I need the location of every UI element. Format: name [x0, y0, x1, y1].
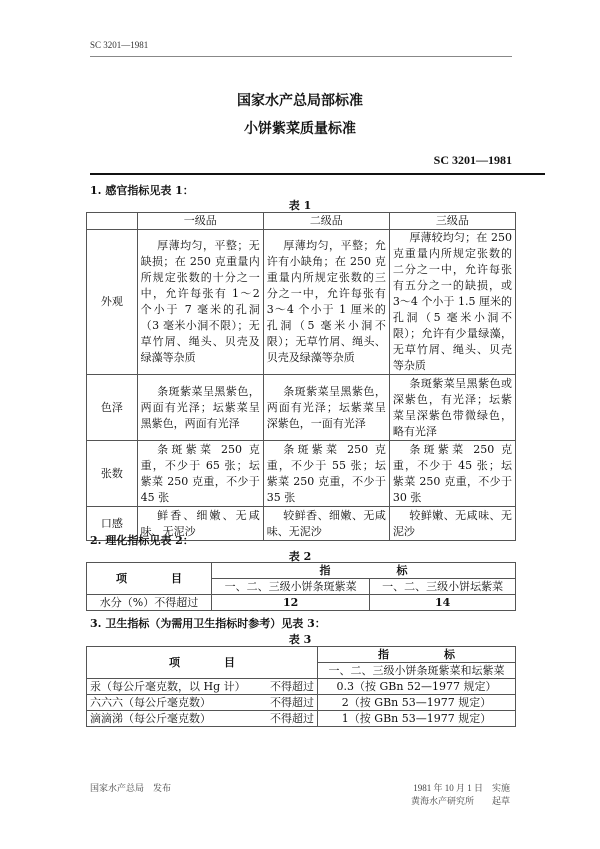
row-label: 外观	[87, 230, 138, 375]
table-cell: 厚薄较均匀；在 250 克重量内所规定张数的二分之一中，允许每张有五分之一的缺损，或 3～4 个小于 1.5 厘米的孔洞（5 毫米小洞不限）；允许有少量绿藻，无草竹屑、绳头、贝壳等杂质	[389, 230, 515, 375]
table-cell: 条斑紫菜 250 克重，不少于 45 张；坛紫菜 250 克重，不少于 30 张	[389, 441, 515, 507]
table-cell: 较鲜嫩、无咸味、无泥沙	[389, 507, 515, 541]
table-cell: 厚薄均匀，平整；无缺损；在 250 克重量内所规定张数的十分之一中，允许每张有 1～2 个小于 7 毫米的孔洞（3 毫米小洞不限）；无草竹屑、绳头、贝壳及绿藻等杂质	[137, 230, 263, 375]
title-rule	[90, 173, 545, 175]
row-label: 六六六（每公斤毫克数）	[90, 696, 211, 709]
limit-label: 不得超过	[270, 680, 314, 693]
index-header: 指 标	[318, 647, 516, 663]
column-header: 二级品	[263, 213, 389, 230]
limit-label: 不得超过	[270, 712, 314, 725]
table-row	[87, 695, 516, 711]
hygiene-table	[86, 646, 516, 727]
section-1-heading: 1. 感官指标见表 1：	[90, 184, 194, 197]
column-header: 三级品	[389, 213, 515, 230]
table-cell: 2（按 GBn 53—1977 规定）	[318, 695, 516, 711]
table3-caption: 表 3	[288, 633, 312, 646]
table-cell: 1（按 GBn 53—1977 规定）	[318, 711, 516, 727]
row-label: 滴滴涕（每公斤毫克数）	[90, 712, 211, 725]
table-cell: 厚薄均匀，平整；允许有小缺角；在 250 克重量内所规定张数的三分之一中，允许每张有 3～4 个小于 1 厘米的孔洞（5 毫米小洞不限）；无草竹屑、绳头、贝壳及绿藻等杂质	[263, 230, 389, 375]
sensory-table	[86, 212, 516, 541]
table-cell: 12	[212, 595, 370, 611]
table-row	[87, 711, 516, 727]
table-row	[87, 375, 516, 441]
row-label: 张数	[87, 441, 138, 507]
limit-label: 不得超过	[270, 696, 314, 709]
physicochemical-table	[86, 562, 516, 611]
standard-code: SC 3201—1981	[433, 153, 512, 167]
table-cell: 条斑紫菜 250 克重，不少于 65 张；坛紫菜 250 克重，不少于 45 张	[137, 441, 263, 507]
section-2-heading: 2. 理化指标见表 2：	[90, 534, 194, 547]
table-cell: 条斑紫菜 250 克重，不少于 55 张；坛紫菜 250 克重，不少于 35 张	[263, 441, 389, 507]
item-header: 项 目	[87, 647, 318, 679]
issuer-title: 国家水产总局部标准	[237, 93, 363, 109]
table1-caption: 表 1	[288, 199, 312, 212]
row-label: 口感	[87, 507, 138, 541]
table-cell: 鲜香、细嫩、无咸味、无泥沙	[137, 507, 263, 541]
item-header: 项 目	[87, 563, 212, 595]
table2-caption: 表 2	[288, 550, 312, 563]
document-title: 小饼紫菜质量标准	[244, 121, 356, 137]
effective-date: 1981 年 10 月 1 日 实施	[413, 783, 510, 793]
sub-header: 一、二、三级小饼条斑紫菜和坛紫菜	[318, 663, 516, 679]
running-header: SC 3201—1981	[90, 40, 149, 50]
table-row	[87, 441, 516, 507]
column-header	[87, 213, 138, 230]
row-label: 汞（每公斤毫克数，以 Hg 计）	[90, 680, 246, 693]
sub-header: 一、二、三级小饼条斑紫菜	[212, 579, 370, 595]
table-cell: 较鲜香、细嫩、无咸味、无泥沙	[263, 507, 389, 541]
table-row	[87, 679, 516, 695]
sub-header: 一、二、三级小饼坛紫菜	[370, 579, 516, 595]
table-row	[87, 595, 516, 611]
table-cell: 0.3（按 GBn 52—1977 规定）	[318, 679, 516, 695]
drafter-note: 黄海水产研究所 起草	[410, 796, 510, 806]
table-cell: 14	[370, 595, 516, 611]
row-label: 色泽	[87, 375, 138, 441]
table-row	[87, 230, 516, 375]
row-label: 水分（%）不得超过	[87, 595, 212, 611]
table-cell: 条斑紫菜呈黑紫色，两面有光泽；坛紫菜呈深紫色，一面有光泽	[263, 375, 389, 441]
section-3-heading: 3. 卫生指标（为需用卫生指标时参考）见表 3：	[90, 617, 326, 630]
publisher-note: 国家水产总局 发布	[90, 783, 172, 793]
index-header: 指 标	[212, 563, 516, 579]
table-cell: 条斑紫菜呈黑紫色，两面有光泽；坛紫菜呈黑紫色，两面有光泽	[137, 375, 263, 441]
header-rule	[90, 56, 512, 57]
column-header: 一级品	[137, 213, 263, 230]
table-header-row	[87, 213, 516, 230]
table-cell: 条斑紫菜呈黑紫色或深紫色，有光泽；坛紫菜呈深紫色带微绿色，略有光泽	[389, 375, 515, 441]
